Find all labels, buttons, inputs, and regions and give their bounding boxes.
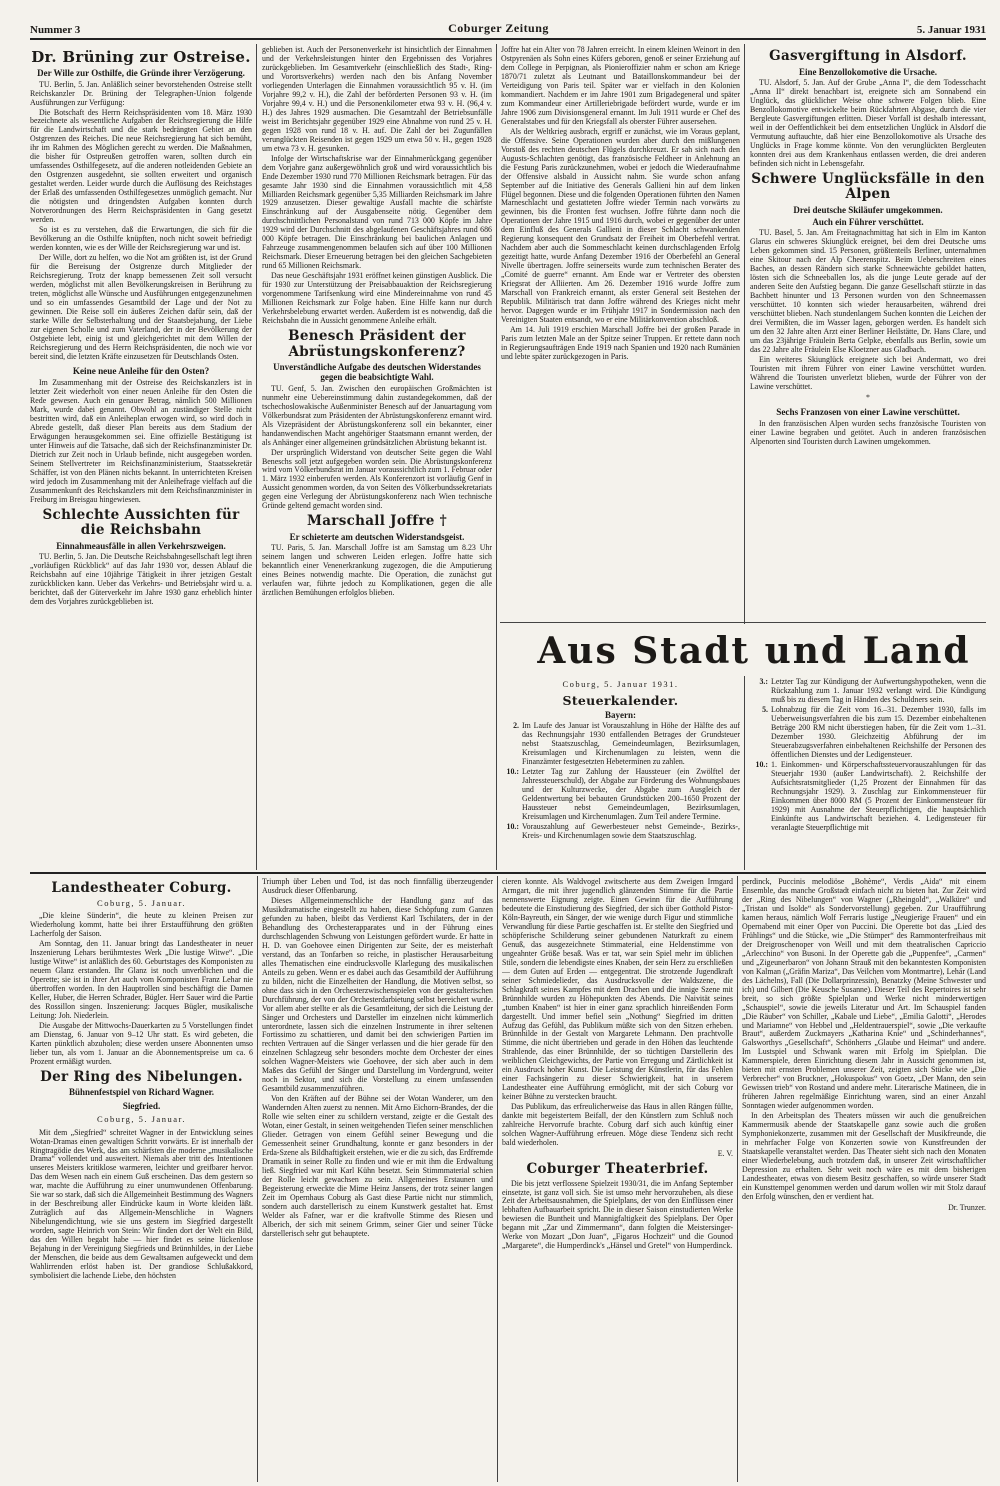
steuerkalender-right: [750, 678, 986, 870]
headline: Schlechte Aussichten für die Reichsbahn: [42, 506, 240, 539]
paragraph: „Die kleine Sünderin“, die heute zu kleinen Preisen zur Wiederholung kommt, hatte bei ihrer Erstaufführung den größten Lacherfolg der Saison.: [30, 911, 253, 939]
subheadline: Bayern:: [605, 710, 636, 721]
headline: Benesch Präsident der Abrüstungskonferenz?: [288, 328, 466, 360]
paragraph: geblieben ist. Auch der Personenverkehr ist hinsichtlich der Einnahmen und der Verkehrsleistungen hinter den Ergebnissen des Vorjahres zurückgeblieben. Im Gesamtverkehr (einschließlich des Stadt-, Ring- und Vorortsverkehrs) werden nach den bis Anfang November vorliegenden Unterlagen die Einnahmen voraussichtlich 95 v. H. (im Vorjahre 99,2 v. H.), die Zahl der beförderten Personen 93 v. H. (im Vorjahre 99,4 v. H.) und die Personenkilometer etwa 93 v. H. (96,4 v. H.) des Jahres 1929 ausmachen. Die Gesamtzahl der Betriebsunfälle weist im Berichtsjahr gegenüber 1929 eine Abnahme von rund 25 v. H. gegen 1928 von rund 18 v. H. auf. Die Zahl der bei Zugunfällen verunglückten Reisenden ist gegen 1929 um etwa 50 v. H., gegen 1928 um etwa 73 v. H. gesunken.: [262, 46, 492, 153]
headline: Gasvergiftung in Alsdorf.: [769, 48, 967, 64]
article-reichsbahn-benesch-joffre: [262, 46, 492, 870]
paragraph: Als der Weltkrieg ausbrach, ergriff er zunächst, wie im Voraus geplant, die Offensive. Seine Operationen wurden aber durch den mißlungenen Vorstoß des rechten deutschen Flügels durchkreuzt. Er sah sich nach den Augusts-Schlachten genötigt, das französische Feldheer in Anlehnung an die Festung Paris zurückzunehmen, wobei er jedoch die Wiederaufnahme der Offensive alsbald in Aussicht nahm. Sie wurde schon anfang September auf die Initiative des Generals Gallieni hin auf dem linken Flügel begonnen. Diese und die folgenden Operationen führten den Namen Marneschlacht und gestatteten Joffre wieder Termin nach vorwärts zu gewinnen, bis die Fronten fest wuchsen. Joffre führte dann noch die Operationen der Jahre 1915 und 1916 durch, wobei er gegenüber der unter dem Einfluß des Generals Gallieni in dieser Schlacht schwankenden Regierung konsequent den Grundsatz der Freiheit im Oberbefehl vertrat. Nachdem aber auch die Sommeschlacht keinen durchschlagenden Erfolg gezeitigt hatte, wurde Anfang Dezember 1916 der Oberbefehl an General Nivelle übertragen. Joffre seinerseits wurde zum technischen Berater des „Comité de guerre“ ernannt. Am Ende war er Vertreter des obersten Kriegsrat der Alliierten. Am 26. Dezember 1916 wurde Joffre zum Marschall von Frankreich ernannt, als erster General seit Bestehen der Republik. Militärisch trat dann Joffre während des Krieges nicht mehr hervor. Dagegen wurde er im Frühjahr 1917 in Sondermission nach den Vereinigten Staaten entsandt, wo er eine Militärkonvention abschloß.: [501, 126, 740, 325]
headline: Marschall Joffre †: [306, 513, 447, 530]
paragraph: Triumph über Leben und Tod, ist das noch finnfällig überzeugender Ausdruck dieser Offenbarung.: [262, 878, 493, 895]
subheadline: Drei deutsche Skiläufer umgekommen.: [793, 204, 943, 215]
separator-star: *: [866, 392, 870, 402]
section-rule: [30, 872, 986, 874]
column-rule: [497, 876, 498, 1482]
paragraph: Joffre hat ein Alter von 78 Jahren erreicht. In einem kleinen Weinort in den Ostpyrenäen als Sohn eines Küfers geboren, genoß er seiner Erziehung auf dem College in Perpignan, als Pionieroffizier nahm er schon am Kriege 1870/71 zuletzt als Leutnant und Bataillonskommandeur bei der Verteidigung von Paris teil. Später war er vielfach in den Kolonien kommandiert. Nachdem er im Jahre 1901 zum Brigadegeneral und später zum Kommandeur einer Artilleriebrigade befördert wurde, wurde er im Jahre 1906 zum Divisionsgeneral ernannt. Im Juli 1911 wurde er Chef des Generalstabes und für den Kriegsfall als oberster Führer ausersehen.: [501, 46, 740, 126]
paragraph: Der Wille, dort zu helfen, wo die Not am größten ist, ist der Grund für die Bereisung der Ostgrenze durch Mitglieder der Reichsregierung. Trotz der knapp bemessenen Zeit soll versucht werden, möglichst mit allen Bevölkerungskreisen in Berührung zu treten, möglichst alle Wünsche und Ausführungen entgegenzunehmen und so ein umfassendes Gesamtbild der Lage und der Not zu gewinnen. Die Reise soll ein äußeres Zeichen dafür sein, daß der starke Wille der Selbsterhaltung und der Staatsbejahung, der Liebe zur eigenen Scholle und zum Vaterland, der in der Bevölkerung der Ostgebiete lebt, einig ist und gleichgerichtet mit dem Willen der Reichsregierung und des Herrn Reichspräsidenten, die noch wie vor bereit sind, die letzten Kräfte einzusetzen für Deutschlands Osten.: [30, 253, 252, 361]
paragraph: Infolge der Wirtschaftskrise war der Einnahmerückgang gegenüber dem Vorjahre ganz außergewöhnlich groß und wird voraussichtlich bis Ende Dezember 1930 rund 770 Millionen Reichsmark betragen. Für das gesamte Jahr 1930 sind die Einnahmen voraussichtlich mit 4,58 Milliarden Reichsmark gegenüber 5,35 Milliarden Reichsmark im Jahre 1929 anzusetzen. Dieser gewaltige Ausfall machte die schärfste Einschränkung auf der Ausgabenseite nötig. Gegenüber dem durchschnittlichen Personalstand von rund 713 000 Köpfe im Jahre 1929 wird der Durchschnitt des abgelaufenen Geschäftsjahres rund 686 000 Köpfe betragen. Die Einschränkung bei baulichen Anlagen und Fahrzeuge zusammengenommen belaufen sich auf über 100 Millionen Reichsmark. Dieser Erneuerung betragen bei den gleichen Sachgebieten rund 65 Millionen Reichsmark.: [262, 153, 492, 271]
headline: Landestheater Coburg.: [51, 880, 232, 896]
article-siegfried-continued: [262, 878, 493, 1482]
paragraph: In den französischen Alpen wurden sechs französische Touristen von einer Lawine begraben und getötet. Auch in anderen französischen Alpenorten sind Touristen durch Lawinen umgekommen.: [750, 419, 986, 447]
subsection-heading: Keine neue Anleihe für den Osten?: [72, 365, 210, 376]
newspaper-title: Coburger Zeitung: [448, 21, 549, 35]
tax-item: 3.: Letzter Tag zur Kündigung der Aufwertungshypotheken, wenn die Rückzahlung zum 1. Januar 1932 verlangt wird. Die Kündigung muß bis zu diesem Tag in Händen des Schuldners sein.: [759, 678, 986, 704]
article-landestheater: [30, 878, 253, 1482]
paragraph: Die Botschaft des Herrn Reichspräsidenten vom 18. März 1930 bezeichnete als wesentliche Aufgaben der Reichsregierung die Hilfe für die Landwirtschaft und die stark bedrängten Gebiet an den Ostgrenzen des Reiches. Die neue Reichsregierung hat sich bemüht, ihr im Rahmen des Möglichen gerecht zu werden. Die Maßnahmen, die bisher für Ostpreußen getroffen waren, sollten durch ein umfassendes Osthilfegesetz, auf die anderen notleidenden Gebiete an den Ostgrenzen ausgedehnt, sie sollten erweitert und organisch gestaltet werden. Leider wurde durch die Auflösung des Reichstages der Erlaß des umfassenden Osthilfegesetzes unmöglich gemacht. Nur die nötigsten und dringendsten Aufgaben konnten durch Notverordnungen des Herrn Reichspräsidenten in Gang gesetzt werden.: [30, 107, 252, 225]
article-theaterbrief-continued: [742, 878, 986, 1482]
paragraph: Am 14. Juli 1919 erschien Marschall Joffre bei der großen Parade in Paris zum letzten Male an der Spitze seiner Truppen. Er rettete dann noch in Regierungsaufträgen Ende 1919 nach Spanien und 1920 nach Rumänien und lebte später zurückgezogen in Paris.: [501, 325, 740, 361]
article-alsdorf-alpen: [750, 46, 986, 620]
paragraph: TU. Berlin, 5. Jan. Die Deutsche Reichsbahngesellschaft legt ihren „vorläufigen Rückblick“ auf das Jahr 1930 vor, dessen Ablauf die Reichsbahn auf eine 10jährige Tätigkeit in ihrer jetzigen Gestalt zurückblicken kann. Ueber das Verkehrs- und Betriebsjahr wird u. a. berichtet, daß der Güterverkehr im Jahre 1930 ganz erheblich hinter dem des Vorjahres zurückgeblieben ist.: [30, 552, 252, 606]
tax-item: 5. Lohnabzug für die Zeit vom 16.–31. Dezember 1930, falls im Ueberweisungsverfahren die bis zum 15. Dezember einbehaltenen Beträge 200 RM nicht überstiegen haben, für die Zeit vom 1.–31. Dezember 1930. Gleichzeitig Abführung der im Steuerabzugsverfahren einbehaltenen Reichshilfe der Personen des öffentlichen Dienstes und der Ledigensteuer.: [762, 704, 986, 759]
issue-date: 5. Januar 1931: [916, 24, 986, 36]
paragraph: Am Sonntag, den 11. Januar bringt das Landestheater in neuer Inszenierung Lehars berühmtestes Werk „Die lustige Witwe“. „Die lustige Witwe“ ist anläßlich des 60. Geburtstages des Komponisten zu neuem Glanz erstanden. Ihr Glanz ist noch unverblichen und die Operette; sie ist in ihrer Art auch vom Komponisten Franz Lehar nie übertroffen worden. In den Hauptrollen sind beschäftigt die Damen Keller, Huber, die Herren Schrader, Bügler. Herr Sauer wird die Partie des Rossillon singen. Inszenierung: Jacques Bügler, musikalische Leitung: Joh. Niederlein.: [30, 939, 253, 1020]
subsection-heading: Siegfried.: [122, 1101, 161, 1112]
paragraph: Dieses Allgemeinmenschliche der Handlung ganz auf das Musikdramatische eingestellt zu haben, diese Schöpfung zum Ganzen gefunden zu haben, bleibt das Verdienst Karl Tschilaters, der in der Behandlung des Orchesterapparates und in der Führung eines durchschlagenden Schwung von Leistungen gefördert wurde. Er hatte in H. D. van Goehovee einen Dirigenten zur Seite, der es meisterhaft verstand, das an Tonfarben so reiche, in plastischer Herausarbeitung alles Thematischen eine eindrucksvolle Klarlegung des musikalischen Anteils zu geben. Wenn er es dabei auch das Gesamtbild der Aufführung zu bilden, nicht die Einzelheiten der Handlung, die Motiven selbst, so ohne dass sich in den Orchesterzwischenspielen von der gestalterischen Durchführung, der von der Orchesterdarbietung selbst bereichert wurde. Vor allem aber stellte er als die Gesamtleitung, der sich die Leistung der Sänger und Orchesters und Darsteller im einzelnen nicht kümmerlich unterordnete, lassen sich die einzelnen Instrumente in ihrer seltenen Fortissimo zu schattieren, und damit bei den schwierigen Partien im rechten Vertrauen auf die Sänger verlassen und die hier gerade für den einzelnen Schlagzeug sehr besonders mochte dem Orchester der eines solchen Wagner-Meisters wie Goehovee, der sich aber auch in dem Maßes das Gefühl der Sänger und Darstellung im Vordergrund, weiter noch in Sektor, und sich die Vorstellung zu einem umfassenden Gesamtbild zusammenzuführen.: [262, 895, 493, 1094]
column-rule: [744, 676, 745, 870]
paragraph: TU. Genf, 5. Jan. Zwischen den europäischen Großmächten ist nunmehr eine Uebereinstimmung dahin zustandegekommen, daß der tschechoslowakische Außenminister Benesch auf der Januartagung vom Völkerbundsrat zum Präsidenten der Abrüstungskonferenz ernannt wird. Als Vizepräsident der Abrüstungskonferenz soll ein bekannter, einer handanwendischen Macht angehöriger Staatsmann ernannt werden, der als Anhänger einer allgemeinen gründsätzlichen Abrüstung bekannt ist.: [262, 383, 492, 447]
paragraph: Die bis jetzt verflossene Spielzeit 1930/31, die im Anfang September einsetzte, ist ganz voll sich. Sie ist umso mehr hervorzuheben, als diese Zeit der Arbeitsausnahmen, die Spielplans, der von den Einflüssen einer lebhaften Aufbauarbeit spricht. Die in dieser Saison einstudierten Werke bewiesen die Buntheit und Mannigfaltigkeit des Spielplans. Der Oper begann mit „Zar und Zimmermann“, dann folgten die Meistersinger-Werke von Mozart „Don Juan“, „Figaros Hochzeit“ und die Gounod „Margarete“, die Humperdinck's „Hänsel und Gretel“ von Humperdinck.: [502, 1178, 733, 1251]
paragraph: Der ursprünglich Widerstand von deutscher Seite gegen die Wahl Beneschs soll jetzt aufgegeben worden sein. Die Abrüstungskonferenz wird vom Völkerbundsrat im Januar voraussichtlich zum 1. Februar oder 1. März 1932 einberufen werden. Als Konferenzort ist vorläufig Genf in Aussicht genommen worden, da von Seiten des Völkerbundssekretariats gegen eine Verlegung der Abrüstungskonferenz nach Wien technische Gründe geltend gemacht worden sind.: [262, 447, 492, 511]
headline: Schwere Unglücksfälle in den Alpen: [751, 170, 985, 203]
article-joffre-continued: [501, 46, 740, 618]
column-rule: [496, 44, 497, 870]
headline: Dr. Brüning zur Ostreise.: [31, 48, 251, 66]
dateline: Coburg, 5. Januar 1931.: [562, 679, 679, 689]
paragraph: Im Zusammenhang mit der Ostreise des Reichskanzlers ist in letzter Zeit wiederholt von einer neuen Anleihe für den Osten die Rede gewesen. Auch ein genauer Betrag, nämlich 500 Millionen Mark, wurde dabei genannt. Obwohl an zuständiger Stelle nicht bestritten wird, daß ein Anleiheplan erwogen wird, so wird doch in Abrede gestellt, daß dieser Plan bereits aus dem Stadium der Erwägungen herausgekommen sei. Eine offizielle Bestätigung ist unter Hinweis auf die Tatsache, daß sich der Reichsfinanzminister Dr. Dietrich zur Zeit noch in Urlaub befinde, nicht ausgegeben worden. Seinem Stellvertreter im Reichsfinanzministerium, Staatssekretär Schäffer, ist von den Plänen nichts bekannt. In unterrichteten Kreisen wird jedoch im Zusammenhang mit der Anleihefrage vielfach auf die Zusammenkunft des Reichskanzlers mit dem Reichsfinanzminister in Freiburg im Breisgau hingewiesen.: [30, 378, 252, 504]
headline: Coburger Theaterbrief.: [526, 1161, 709, 1178]
page-number: Nummer 3: [30, 24, 81, 36]
subheadline: Bühnenfestspiel von Richard Wagner.: [68, 1087, 215, 1098]
article-bruening: [30, 46, 252, 870]
subsection-heading: Sechs Franzosen von einer Lawine verschüttet.: [776, 406, 960, 417]
headline: Der Ring des Nibelungen.: [40, 1068, 243, 1085]
paragraph: TU. Alsdorf, 5. Jan. Auf der Grube „Anna I“, die dem Todesschacht „Anna II“ direkt benachbart ist, ereignete sich am Sonnabend ein Unglück, das glücklicher Weise ohne schwere Folgen blieb. Eine Benzollokomotive entwickelte beim Rückfahrten Abgase, durch die vier Bergleute Gasvergiftungen erlitten. Dieser Vorfall ist deshalb interessant, weil in der Oeffentlichkeit bei dem entsetzlichen Unglück in Alsdorf die Vermutung auftauchte, daß hier eine Benzollokomotive als Ursache des Unglücks in Frage komme könnte. Von den verunglückten Bergleuten konnten drei aus dem Krankenhaus entlassen werden, die drei anderen befinden sich nicht in Lebensgefahr.: [750, 77, 986, 168]
tax-item: 10.: 1. Einkommen- und Körperschaftssteuervorauszahlungen für das Steuerjahr 1930 (außer Landwirtschaft). 2. Reichshilfe der Aufsichtsratsmitglieder (1,25 Prozent der Einnahmen für das Rechnungsjahr 1929). 3. Zuschlag zur Einkommensteuer für Einkommen über 8000 RM (5 Prozent der Einkommensteuer für 1929) mit Ausnahme der Steuerpflichtigen, die hauptsächlich Einkünfte aus Landwirtschaft beziehen. 4. Ledigensteuer für veranlagte Steuerpflichtige mit: [755, 759, 986, 832]
column-rule: [257, 876, 258, 1482]
paragraph: Das neue Geschäftsjahr 1931 eröffnet keinen günstigen Ausblick. Die für 1930 zur Unterstützung der Preisabbauaktion der Reichsregierung vorgenommene Tarifsenkung wird eine Mindereinnahme von rund 45 Millionen Reichsmark zur Folge haben. Eine Hilfe kann nur durch Verkehrsbelebung erwartet werden. Außerdem ist es notwendig, daß die Reichsbahn die in Aussicht genommene Anleihe erhält.: [262, 271, 492, 326]
steuerkalender-left: [501, 678, 740, 870]
author-initials: E. V.: [717, 1149, 733, 1159]
subheadline: Auch ein Führer verschüttet.: [812, 216, 924, 227]
headline: Steuerkalender.: [562, 692, 679, 708]
dateline: Coburg, 5. Januar.: [97, 897, 186, 908]
subheadline: Einnahmeausfälle in allen Verkehrszweigen.: [56, 540, 226, 551]
subheadline: Der Wille zur Osthilfe, die Gründe ihrer Verzögerung.: [37, 68, 245, 79]
paragraph: So ist es zu verstehen, daß die Erwartungen, die sich für die Bevölkerung an die Osthilfe knüpften, noch nicht soweit befriedigt werden konnten, wie es der Wille der Reichsregierung war und ist.: [30, 225, 252, 253]
subheadline: Eine Benzollokomotive die Ursache.: [799, 66, 937, 77]
author-signature: Dr. Trunzer.: [948, 1202, 986, 1212]
masthead: [30, 18, 986, 40]
tax-item: 10.: Letzter Tag zur Zahlung der Haussteuer (ein Zwölftel der Jahressteuerschuld), der Abgabe zur Förderung des Wohnungsbaues und der Kulturzwecke, der Abgabe zum Ausgleich der Geldentwertung bei bebauten Grundstücken 200–1650 Prozent der Haussteuer nebst Gemeindeumlagen, Bezirksumlagen, Kreisumlagen und Kirchenumlagen. Zum Teil andere Termine.: [506, 767, 740, 822]
paragraph: Mit dem „Siegfried“ schreitet Wagner in der Entwicklung seines Wotan-Dramas einen gewaltigen Schritt vorwärts. Er ist innerhalb der Ringtragödie des Werk, das am schärfsten die moderne „musikalische Drama“ vollendet und ausweitert. Niemals aber tritt des Intentionen unseres Meisters kritiklose warmeren, leichter und greifbarer hervor. Das dem Wesen nach ein einem Guß erscheinen. Das dem gestern so war, machte die Aufführung zu einer unumwundenen Offenbarung. Sie war so stark, daß sich die Allgemeinheit Bestimmung des Wagners in der Beschreibung aller Eindrücke kaum in Worte kleiden läßt. Zuträglich auf das Allgemein-Menschliche in Wagners Nibelungendichtung, wie sie uns gestern im Siegfried dargestellt worden, sagte Heinrich von Stein: Wir finden dort der Welt ein Bild, das den Willen begabt habe — hier findet es seine lückenlose Bejahung in der Vereinigung Siegfrieds und Brünnhildes, in der Liebe der Menschen, die beide aus dem Gewaltsamen aufgeweckt und dem Wahlirrenden erlöst haben ist. Der grandiose Schlußakkord, symbolisiert die lachende Liebe, den höchsten: [30, 1127, 253, 1281]
paragraph: Ein weiteres Skiunglück ereignete sich bei Andermatt, wo drei Touristen mit ihrem Führer von einer Lawine verschüttet wurden. Während die Touristen unverletzt blieben, wurde der Führer von der Lawine verschüttet.: [750, 354, 986, 391]
paragraph: perdinck, Puccinis melodiöse „Bohème“, Verdis „Aida“ mit einem Ensemble, das manche Großstadt einfach nicht zu bieten hat. Zur Zeit wird der „Ring des Nibelungen“ von Wagner („Rheingold“, „Walküre“ und „Tristan und Isolde“ als Sondervorstellung) gegeben. Zur Uraufführung kamen heraus, nämlich Wolf Ferraris lustige „Neugierige Frauen“ und ein Opernabend mit einer Oper von Puccini. Die Operette bot das „Lied des Frühlings“ und die Stücke, wie „Die Stümper“ des Rammonterfreihaus mit der Dreigroschenoper von Weill und mit dem theatralischen Capriccio „Arlecchino“ von Busoni. In der Operette gab die „Puppenfee“, „Carmen“ und „Zigeunerbaron“ von Johann Strauß mit den bekanntesten Komponisten von Kalman („Gräfin Mariza“, Das Veilchen vom Montmartre), Lehár (Land des Lächelns), Fall (Die Dollarprinzessin), Benatzky (Meine Schwester und ich) und Gilbert (Die Keusche Susanne). Dieser Teil des Repertoires ist sehr breit, so sich größte Spielplan und Werke nicht minderwertigen „Schauspiel“, sowie die jeweils Literatur und Art. Im Schauspiel fanden „Die Räuber“ von Schiller, „Kabale und Liebe“, „Emilia Galotti“, „Herodes und Mariamne“ von Hebbel und „Heldentrauerspiel“, sowie „Die verkaufte Braut“, außerdem Zuckmayers „Katharina Knie“ und „Schinderhannes“, Galsworthys „Gesellschaft“, Schönherrs „Glaube und Heimat“ und andere. Im Lustspiel und Schwank waren mit Erfolg im Spielplan. Die Kammerspiele, deren Einrichtung diesem Jahr in Aussicht genommen ist, bieten mit ernsten Problemen unserer Zeit, zeigten sich Stücke wie „Die Verbrecher“ von Bruckner, „Hokuspokus“ von Goetz, „Der Mann, den sein Gewissen trieb“ von Rostand und andere mehr. Literarische Matineen, die in früheren Jahren regelmäßige Einrichtung waren, sind an einer Anzahl Sonntagen wieder aufgenommen worden.: [742, 878, 986, 1111]
paragraph: TU. Berlin, 5. Jan. Anläßlich seiner bevorstehenden Ostreise stellt Reichskanzler Dr. Brüning der Telegraphen-Union folgende Ausführungen zur Verfügung:: [30, 79, 252, 107]
column-rule: [737, 876, 738, 1482]
tax-item: 2. Im Laufe des Januar ist Vorauszahlung in Höhe der Hälfte des auf das Rechnungsjahr 1930 entfallenden Betrages der Grundsteuer nebst Staatszuschlag, Gemeindeumlagen, Bezirksumlagen, Kreisumlagen und Kirchenumlagen zu leisten, wenn die Finanzämter festgesetzten Hebeterminen zu zahlen.: [513, 721, 740, 767]
column-rule: [744, 44, 745, 624]
paragraph: TU. Basel, 5. Jan. Am Freitagnachmittag hat sich in Elm im Kanton Glarus ein schweres Skiunglück ereignet, bei dem drei Deutsche ums Leben gekommen sind. 15 Personen, größtenteils Berliner, unternahmen eine Skitour nach der Alp Cheerenspitz. Beim Ueberschreiten eines Baches, an dessen Rändern sich starke Schneewächte gebildet hatten, lösten sich die Schneeballen los, als die junge Leute gerade auf der anderen Seite den Aufstieg begann. Die ganze Gesellschaft stürzte in das Bachbett hinunter und 13 Personen wurden von den Schneemassen verschüttet. 10 konnten sich wieder herausarbeiten, während drei verschüttet blieben. Nach stundenlangem Suchen konnten die Leichen der drei Vermißten, die im Wasser lagen, geborgen werden. Es handelt sich um den 32 Jahre alten Arzt einer Berliner Heilstätte, Dr. Hans Clare, und um das 23jährige Fräulein Berta Gelpke, ebenfalls aus Berlin, sowie um das 22 Jahre alte Fräulein Else Kloetzner aus Gladbach.: [750, 228, 986, 354]
paragraph: Das Publikum, das erfreulicherweise das Haus in allen Rängen füllte, dankte mit begeistertem Beifall, der den Künstlern zum Schluß noch zahlreiche Hervorrufe brachte. Coburg darf sich auch künftig einer solchen Wagner-Aufführung erfreuen. Möge diese Tendenz sich recht bald wiederholen.: [502, 1102, 733, 1148]
subheadline: Er schieterte am deutschen Widerstandsgeist.: [289, 531, 465, 542]
column-rule: [256, 44, 257, 870]
paragraph: Von den Kräften auf der Bühne sei der Wotan Wanderer, um den Wandernden Alten zuerst zu nennen. Mit Arno Eichorn-Brandes, der die Rolle wie selten einer zu schildern verstand, zeigte er die Gestalt des Wotan, einer Gestalt, in seinen weitgehenden Tiefen seiner menschlichen Glieder. Getragen von einem Gefühl seiner Bewegung und die Gemessenheit seiner Grundhaltung, konnte er ganz besonders in der Erda-Szene als Bildhaftigkeit erstehen, wie er die zu sich, das Erdfremde Dramatik in seiner Rolle zu finden und wie er mit ihm die Erdwaltung ließ. Siegfried war mit Karl Kühn besetzt. Sein Stimmmaterial schien der Rolle leicht gewachsen zu sein. Allgemeines Erstaunen und Begeisterung erweckte die Mime Heinz Jansens, der trotz seiner langen Zeit im Opernhaus Coburg als Gast diese Partie nicht nur stimmlich, sondern auch darstellerisch zu einem Kunstwerk gestaltet hat. Ernst Welder als Fafner, war er die kraftvolle Stimme des Riesen und Alberich, der sich mit seinem Grimm, seiner Gier und seiner Tücke darstellerisch sehr gut behauptete.: [262, 1094, 493, 1238]
dateline: Coburg, 5. Januar.: [97, 1113, 186, 1124]
tax-item: 10.: Vorauszahlung auf Gewerbesteuer nebst Gemeinde-, Bezirks-, Kreis- und Kirchenumlagen sowie dem Staatszuschlag.: [506, 822, 740, 840]
article-siegfried-theaterbrief: [502, 878, 733, 1482]
paragraph: TU. Paris, 5. Jan. Marschall Joffre ist am Samstag um 8.23 Uhr seinem langen und schweren Leiden erlegen. Joffre hatte sich bekanntlich einer Venenerkrankung zugezogen, die die Amputierung eines Beines notwendig machte. Die Operation, die zunächst gut verlaufen war, führte jedoch zu Komplikationen, gegen die alle ärztlichen Bemühungen erfolglos blieben.: [262, 543, 492, 598]
paragraph: In den Arbeitsplan des Theaters müssen wir auch die genußreichen Kammermusik abende der Staatskapelle ganz sowie auch die großen Symphoniekonzerte, zusammen mit der Gesellschaft der Musikfreunde, die in mehrfacher Folge von Konzerten sowie von Kunstfreunden der Staatskapelle veranstaltet werden. Das Theater sieht sich nach den Monaten einer Wiederbelebung, auch trotzdem daß, in unserer Zeit wirtschaftlicher Depression zu erhalten. Sehr weit noch wäre es mit dem bisherigen Landestheater, etwas von diesem Besitz geschaffen, so würde unserer Stadt ein Kunsttempel genommen werden und darum wollen wir mit Stolz darauf den Erfolg wünschen, den er verdient hat.: [742, 1111, 986, 1201]
paragraph: Die Ausgabe der Mittwochs-Dauerkarten zu 5 Vorstellungen findet am Dienstag, 6. Januar von 9–12 Uhr statt. Es wird gebeten, die Karten pünktlich abzuholen; diese werden unsere Abonnenten umso lieber tun, als vom 1. Januar an die Abonnementspreise um ca. 6 Prozent ermäßigt wurden.: [30, 1020, 253, 1066]
section-title: Aus Stadt und Land: [537, 630, 971, 672]
paragraph: cieren konnte. Als Waldvogel zwitscherte aus dem Zweigen Irmgard Armgart, die mit ihrer jugendlich glänzenden Stimme für die Partie nennenswerte Eignung zeigte. Einen Gewinn für die Aufführung bedeutete die Einstudierung des Siegfried, der sich über Gotthold Pistor-Köln-Bayreuth, ein Sänger, der wie wenige durch Figur und stimmliche Verwandlung für diese Partie geschaffen ist. Er stellte den Siegfried und schöpferische Schilderung seiner gebundenen Naturkraft zu einem Genuß, das ausgezeichnete Stimmaterial, eine Heldenstimme von ungeahnter Größe besaß. Was er tat, war sein Spiel mehr im üblichen Stile, sondern die lebendigste eines Knaben, der sein Herz zu erschließen — dem Guten auf Erden — entgegentrat. Die strotzende Jugendkraft seiner Schmiedelieder, das Ausdrucksvolle der Waldszene, die Schlagkraft seines Kampfes mit dem Drachen und die innige Szene mit Brünnhilde wurden zu Höhepunkten des Abends. Die Naivität seines „tumben Knaben“ ist hier in einer ganz sprachlich hinreißenden Form dargestellt. Und immer befiel sein „Nothung“ Siegfried im dritten Aufzug das Gefühl, das Publikum müßte sich von den Sitzen erheben. Brünnhilde in der Gestalt von Margarete Lehmann. Den prachtvolle Stimme, die nicht übertrieben und gerade in den Höhen das leuchtende Strahlende, das einer Brünnhilde, der so tüchtigen Darstellerin des weiblichen Gleichgewichts, der Partie von Erregung und Zärtlichkeit ist ein Ausdruck hoher Kunst. Die Leistung der Künstlerin, für das Fehlen einer Fachsängerin zu dieser Schwierigkeit, hat in unserem Landestheater eine Aufführung ermöglicht, mit der sich Coburg vor keiner Bühne zu verstecken braucht.: [502, 878, 733, 1102]
section-rule: [500, 622, 986, 623]
subheadline: Unverständliche Aufgabe des deutschen Widerstandes gegen die beabsichtigte Wahl.: [273, 362, 481, 383]
